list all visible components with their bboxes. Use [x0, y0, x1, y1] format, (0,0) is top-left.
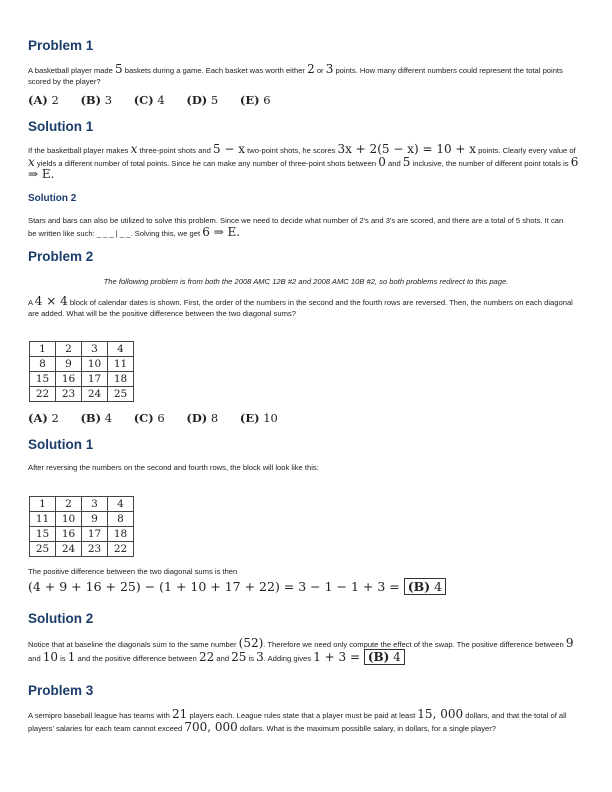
grid-cell: 11 [30, 512, 56, 527]
problem-3-text: A semipro baseball league has teams with 21 players each. League rules state that a player must be paid at least 15, 000 dollars, and that the total of all players' salaries for each team cannot exceed 700, 000 dollars. What is the maximum possiblle salary, in dollars, for a single player? [28, 707, 567, 734]
choice-d: (D) 5 [186, 93, 219, 107]
choice-c: (C) 6 [133, 411, 165, 425]
grid-row [30, 372, 134, 387]
boxed-answer: (B) 4 [364, 649, 405, 665]
grid-cell: 2 [56, 342, 82, 357]
grid-cell: 10 [56, 512, 82, 527]
p2-solution-2-text: Notice that at baseline the diagonals sum to the same number (52). Therefore we need only compute the effect of the swap. The positive difference between 9 and 10 is 1 and the positive difference between 22 and 25 is 3. Adding gives 1 + 3 = (B) 4 [28, 636, 574, 664]
calendar-grid-reversed [29, 496, 134, 557]
problem-2-choices [28, 411, 296, 425]
problem-2-text: A 4 × 4 block of calendar dates is shown. First, the order of the numbers in the second and the fourth rows are reversed. Then, the numbers on each diagonal are added. What will be the positive difference between the two diagonal sums? [28, 294, 573, 318]
grid-cell: 15 [30, 527, 56, 542]
grid-cell: 4 [108, 342, 134, 357]
problem-1-text: A basketball player made 5 baskets during a game. Each basket was worth either 2 or 3 points. How many different numbers could represent the total points scored by the player? [28, 62, 563, 86]
choice-d: (D) 8 [186, 411, 219, 425]
p2-solution-1-text: After reversing the numbers on the second and fourth rows, the block will look like this: [28, 463, 319, 472]
grid-row [30, 497, 134, 512]
grid-cell: 24 [82, 387, 108, 402]
grid-cell: 23 [56, 387, 82, 402]
grid-cell: 3 [82, 497, 108, 512]
choice-b: (B) 4 [80, 411, 113, 425]
grid-row [30, 342, 134, 357]
grid-cell: 18 [108, 527, 134, 542]
grid-cell: 3 [82, 342, 108, 357]
problem-1-heading: Problem 1 [28, 38, 94, 53]
grid-cell: 11 [108, 357, 134, 372]
grid-cell: 9 [82, 512, 108, 527]
grid-cell: 8 [30, 357, 56, 372]
choice-e: (E) 6 [239, 93, 271, 107]
grid-row [30, 542, 134, 557]
grid-row [30, 512, 134, 527]
grid-cell: 16 [56, 527, 82, 542]
grid-cell: 25 [30, 542, 56, 557]
choice-c: (C) 4 [133, 93, 165, 107]
grid-cell: 10 [82, 357, 108, 372]
grid-cell: 23 [82, 542, 108, 557]
p2-solution-1-heading: Solution 1 [28, 437, 94, 452]
grid-cell: 4 [108, 497, 134, 512]
grid-cell: 22 [30, 387, 56, 402]
p1-solution-1-text: If the basketball player makes x three-point shots and 5 − x two-point shots, he scores 3x + 2(5 − x) = 10 + x points. Clearly every value of x yields a different number of total points. Since he can make any number of three-point shots between 0 and 5 inclusive, the number of different point totals is 6 ⇒ E. [28, 142, 579, 181]
grid-cell: 15 [30, 372, 56, 387]
choice-e: (E) 10 [239, 411, 278, 425]
problem-3-heading: Problem 3 [28, 683, 94, 698]
grid-row [30, 357, 134, 372]
grid-cell: 22 [108, 542, 134, 557]
diagonal-difference-equation: (4 + 9 + 16 + 25) − (1 + 10 + 17 + 22) = 3 − 1 − 1 + 3 = (B) 4 [28, 579, 446, 594]
boxed-answer: (B) 4 [404, 578, 446, 595]
problem-2-note: The following problem is from both the 2008 AMC 12B #2 and 2008 AMC 10B #2, so both problems redirect to this page. [103, 277, 509, 286]
p2-solution-2-heading: Solution 2 [28, 611, 94, 626]
grid-cell: 1 [30, 342, 56, 357]
grid-cell: 18 [108, 372, 134, 387]
p1-solution-2-heading: Solution 2 [28, 193, 77, 204]
calendar-grid-original [29, 341, 134, 402]
grid-cell: 17 [82, 527, 108, 542]
grid-row [30, 527, 134, 542]
p1-solution-2-text: Stars and bars can also be utilized to solve this problem. Since we need to decide what number of 2's and 3's are scored, and there are a total of 5 shots. It can be written like such: _ _ _ | _ _. Solving this, we get 6 ⇒ E. [28, 216, 564, 239]
choice-a: (A) 2 [28, 411, 59, 425]
grid-cell: 16 [56, 372, 82, 387]
problem-2-heading: Problem 2 [28, 249, 94, 264]
grid-cell: 24 [56, 542, 82, 557]
grid-cell: 25 [108, 387, 134, 402]
grid-cell: 1 [30, 497, 56, 512]
p2-solution-1-text-2: The positive difference between the two diagonal sums is then [28, 567, 238, 576]
choice-a: (A) 2 [28, 93, 59, 107]
grid-row [30, 387, 134, 402]
problem-1-choices [28, 93, 289, 107]
grid-cell: 8 [108, 512, 134, 527]
grid-cell: 2 [56, 497, 82, 512]
p1-solution-1-heading: Solution 1 [28, 119, 94, 134]
grid-cell: 9 [56, 357, 82, 372]
choice-b: (B) 3 [80, 93, 113, 107]
grid-cell: 17 [82, 372, 108, 387]
